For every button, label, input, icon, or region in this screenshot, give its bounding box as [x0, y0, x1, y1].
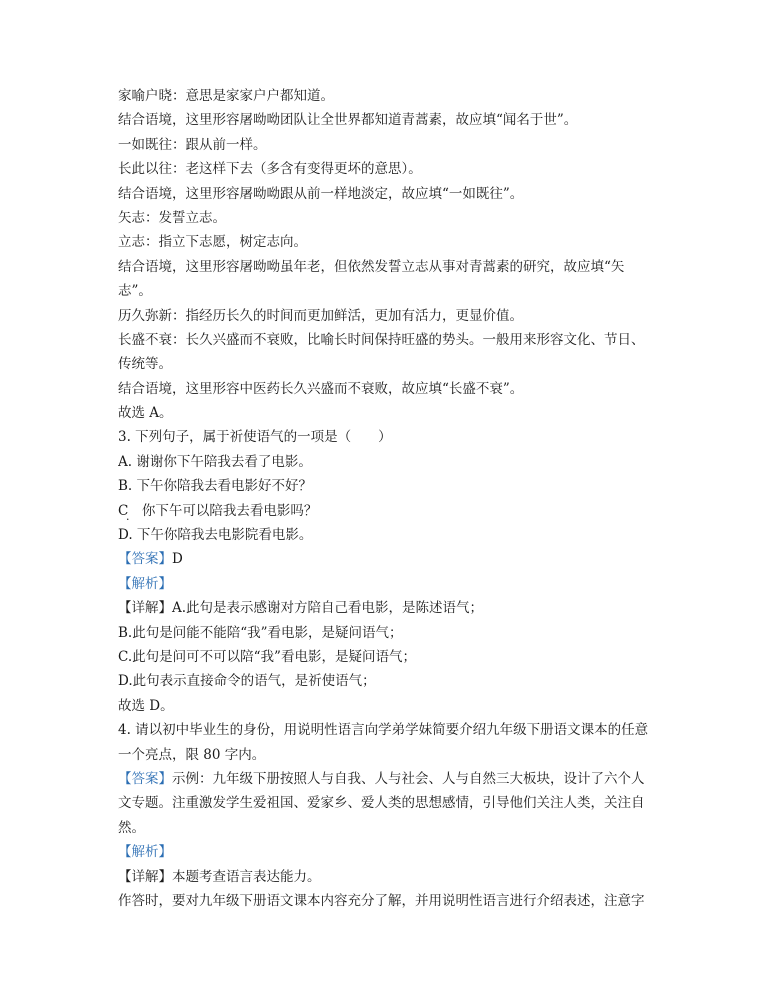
- text-line: 传统等。: [118, 356, 172, 373]
- text-line: 家喻户晓：意思是家家户户都知道。: [118, 88, 334, 104]
- text-line: 【详解】A.此句是表示感谢对方陪自己看电影，是陈述语气；: [118, 600, 484, 617]
- answer-tag: 【答案】: [118, 551, 172, 568]
- document-body: [118, 84, 656, 913]
- text-line: 故选 D。: [118, 697, 174, 714]
- analysis-tag: 【解析】: [118, 575, 172, 592]
- option-d: D. 下午你陪我去电影院看电影。: [118, 527, 313, 544]
- text-line: 作答时，要对九年级下册语文课本内容充分了解，并用说明性语言进行介绍表述，注意字: [118, 892, 645, 909]
- text-line: D.此句表示直接命令的语气，是祈使语气；: [118, 673, 376, 690]
- question-3-stem: 3. 下列句子，属于祈使语气的一项是（ ）: [118, 429, 392, 446]
- text-line: B.此句是问能不能陪“我”看电影，是疑问语气；: [118, 624, 403, 641]
- text-line: 立志：指立下志愿，树定志向。: [118, 234, 307, 251]
- answer-row: [118, 547, 656, 571]
- answer-row: [118, 767, 656, 791]
- text-line: 结合语境，这里形容屠呦呦团队让全世界都知道青蒿素，故应填“闻名于世”。: [118, 112, 578, 129]
- text-line: 长盛不衰：长久兴盛而不衰败，比喻长时间保持旺盛的势头。一般用来形容文化、节日、: [118, 331, 645, 348]
- answer-value: D: [172, 551, 183, 568]
- answer-tag: 【答案】: [118, 770, 172, 787]
- option-b: B. 下午你陪我去看电影好不好？: [118, 478, 313, 495]
- text-line: 一如既往：跟从前一样。: [118, 136, 267, 153]
- text-line: 志”。: [118, 283, 152, 300]
- text-line: 结合语境，这里形容中医药长久兴盛而不衰败，故应填“长盛不衰”。: [118, 380, 524, 397]
- question-4-stem-cont: 一个亮点，限 80 字内。: [118, 746, 266, 763]
- question-4-stem: 4. 请以初中毕业生的身份，用说明性语言向学弟学妹简要介绍九年级下册语文课本的任意: [118, 722, 649, 739]
- analysis-row: [118, 572, 656, 596]
- text-line: 文专题。注重激发学生爱祖国、爱家乡、爱人类的思想感情，引导他们关注人类，关注自: [118, 795, 645, 812]
- text-line: 结合语境，这里形容屠呦呦虽年老，但依然发誓立志从事对青蒿素的研究，故应填“矢: [118, 258, 625, 275]
- analysis-row: [118, 840, 656, 864]
- text-line: 长此以往：老这样下去（多含有变得更坏的意思）。: [118, 161, 422, 178]
- text-line: C.此句是问可不可以陪“我”看电影，是疑问语气；: [118, 648, 416, 665]
- option-c: C 你下午可以陪我去看电影吗？ ·: [118, 499, 656, 523]
- option-a: A. 谢谢你下午陪我去看了电影。: [118, 453, 312, 470]
- text-line: 结合语境，这里形容屠呦呦跟从前一样地淡定，故应填“一如既往”。: [118, 185, 524, 202]
- answer-text: 示例：九年级下册按照人与自我、人与社会、人与自然三大板块，设计了六个人: [172, 770, 645, 787]
- analysis-tag: 【解析】: [118, 844, 172, 861]
- text-line: 故选 A。: [118, 405, 173, 422]
- text-line: 然。: [118, 819, 145, 836]
- text-line: 矢志：发誓立志。: [118, 209, 226, 226]
- text-line: 历久弥新：指经历长久的时间而更加鲜活，更加有活力，更显价值。: [118, 307, 523, 324]
- text-line: 【详解】本题考查语言表达能力。: [118, 868, 321, 885]
